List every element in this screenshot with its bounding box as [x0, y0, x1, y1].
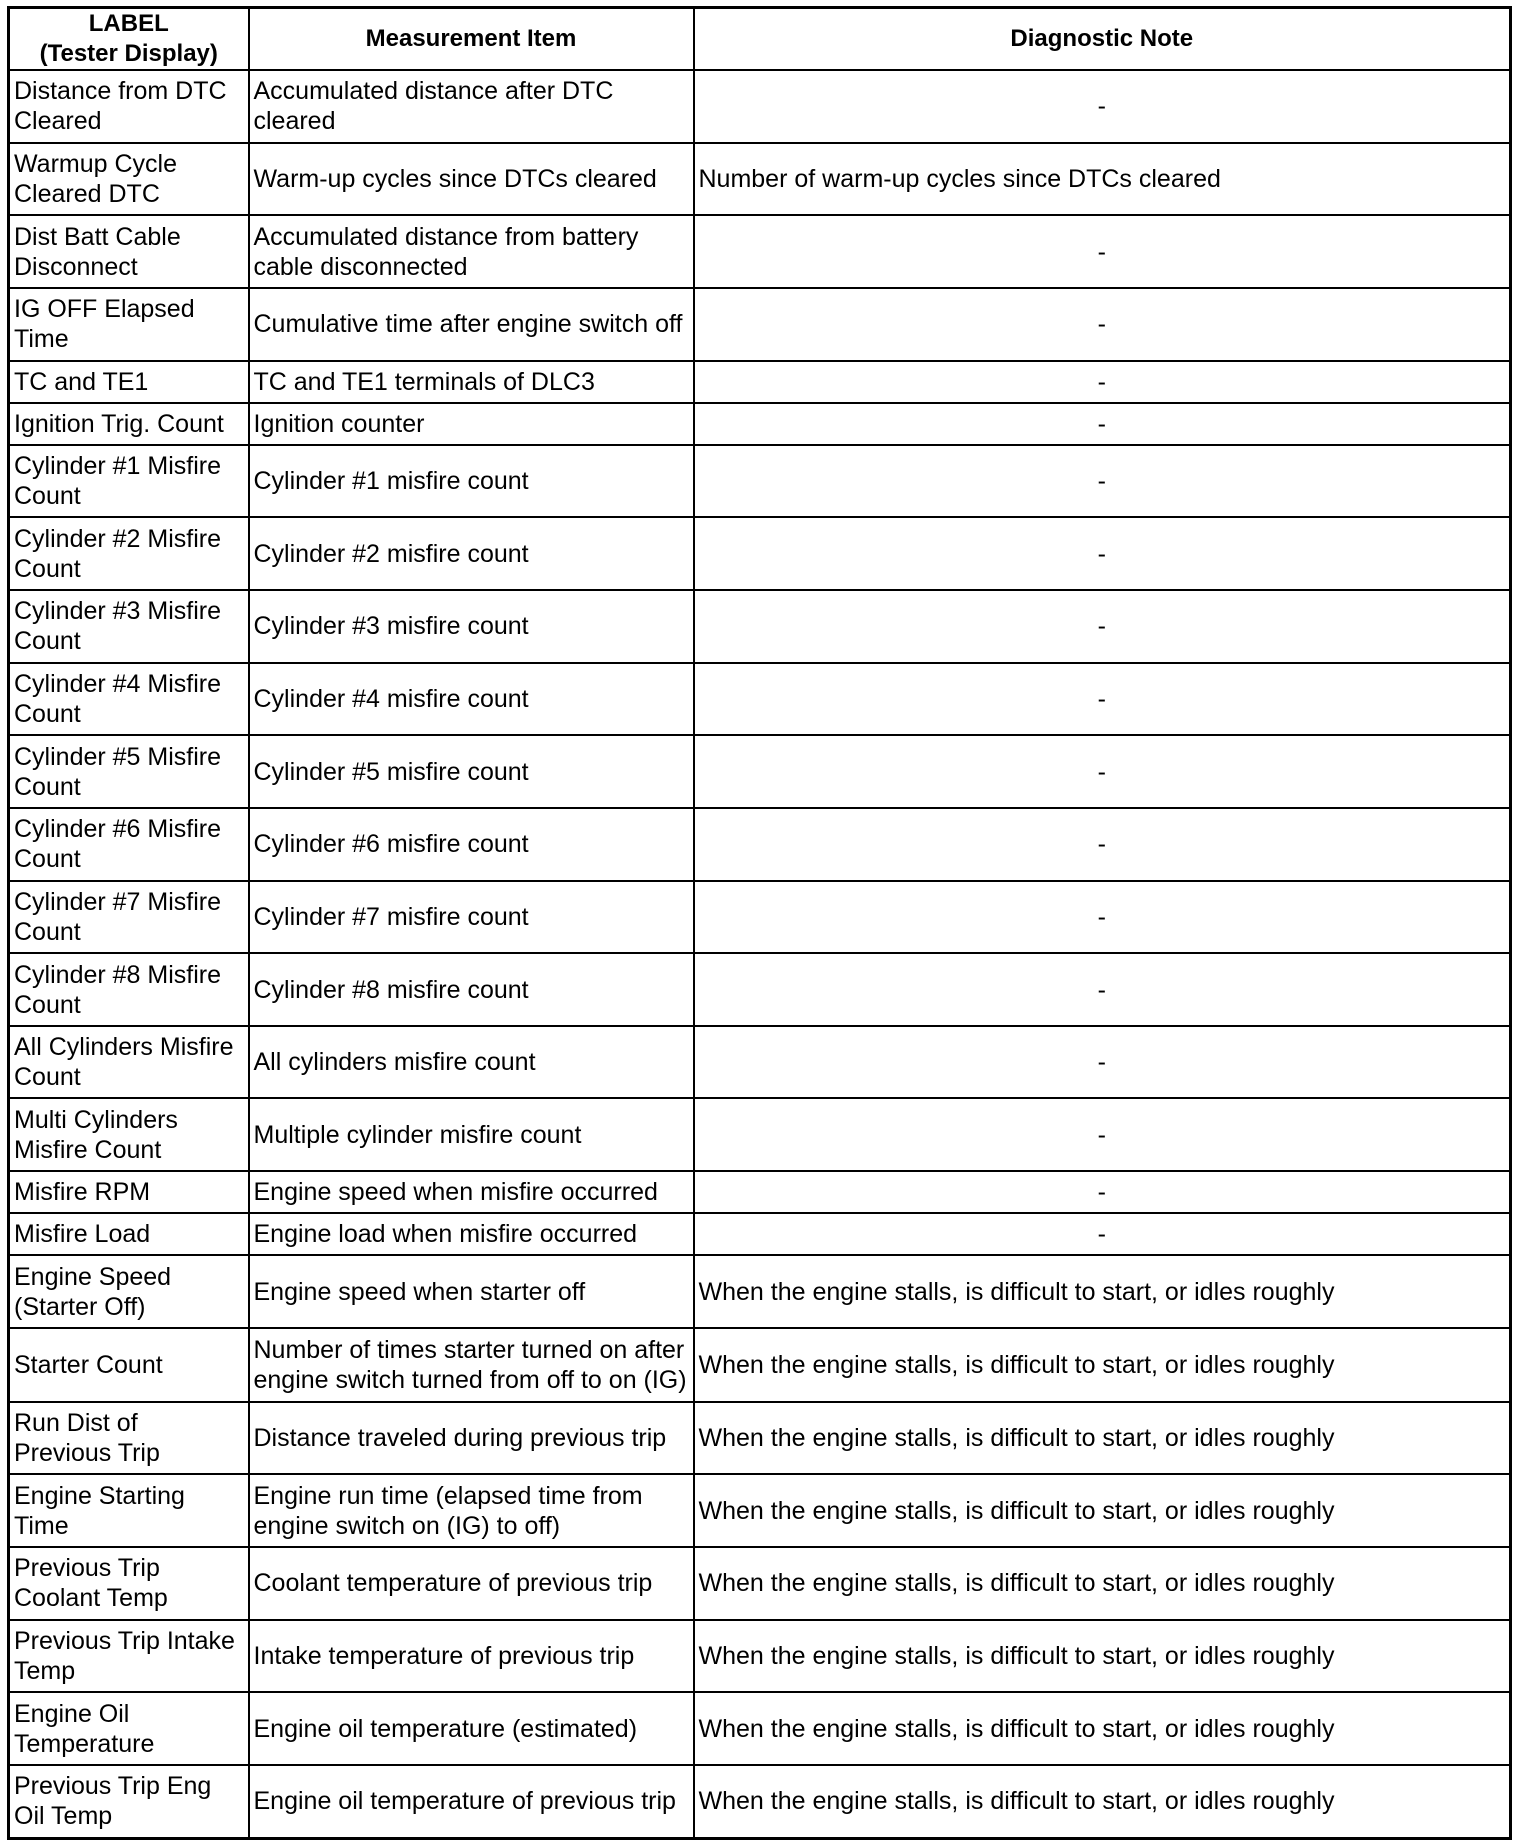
table-row [9, 735, 1511, 808]
row-measurement-item: Intake temperature of previous trip [249, 1620, 694, 1693]
row-diagnostic-note: Number of warm-up cycles since DTCs cleared [694, 143, 1511, 216]
row-measurement-item: Cylinder #2 misfire count [249, 517, 694, 590]
row-diagnostic-note: - [694, 1213, 1511, 1255]
row-measurement-item: Coolant temperature of previous trip [249, 1547, 694, 1620]
row-measurement-item: Engine speed when misfire occurred [249, 1171, 694, 1213]
header-diagnostic-note: Diagnostic Note [694, 8, 1511, 71]
table-row [9, 1547, 1511, 1620]
row-label: Run Dist of Previous Trip [9, 1402, 249, 1475]
table-row [9, 953, 1511, 1026]
row-diagnostic-note: When the engine stalls, is difficult to start, or idles roughly [694, 1328, 1511, 1402]
row-measurement-item: Cylinder #6 misfire count [249, 808, 694, 881]
row-label: Cylinder #1 Misfire Count [9, 445, 249, 518]
row-label: Previous Trip Intake Temp [9, 1620, 249, 1693]
row-diagnostic-note: - [694, 881, 1511, 954]
table-row [9, 445, 1511, 518]
row-diagnostic-note: - [694, 517, 1511, 590]
row-measurement-item: Accumulated distance after DTC cleared [249, 70, 694, 143]
row-label: Cylinder #3 Misfire Count [9, 590, 249, 663]
row-label: Cylinder #7 Misfire Count [9, 881, 249, 954]
row-label: Misfire Load [9, 1213, 249, 1255]
row-diagnostic-note: - [694, 663, 1511, 736]
row-measurement-item: Engine run time (elapsed time from engine switch on (IG) to off) [249, 1474, 694, 1547]
table-row [9, 70, 1511, 143]
row-measurement-item: TC and TE1 terminals of DLC3 [249, 361, 694, 403]
header-row [9, 8, 1511, 71]
table-row [9, 1026, 1511, 1099]
table-row [9, 403, 1511, 445]
row-measurement-item: Cylinder #8 misfire count [249, 953, 694, 1026]
row-label: Previous Trip Eng Oil Temp [9, 1765, 249, 1839]
row-diagnostic-note: - [694, 1026, 1511, 1099]
row-label: Engine Speed (Starter Off) [9, 1255, 249, 1328]
row-measurement-item: Cylinder #4 misfire count [249, 663, 694, 736]
row-diagnostic-note: - [694, 445, 1511, 518]
table-row [9, 1213, 1511, 1255]
row-measurement-item: Cylinder #1 misfire count [249, 445, 694, 518]
table-row [9, 1474, 1511, 1547]
table-row [9, 143, 1511, 216]
row-measurement-item: Distance traveled during previous trip [249, 1402, 694, 1475]
row-measurement-item: Engine speed when starter off [249, 1255, 694, 1328]
table-row [9, 1402, 1511, 1475]
row-label: Previous Trip Coolant Temp [9, 1547, 249, 1620]
row-diagnostic-note: - [694, 70, 1511, 143]
row-label: Cylinder #6 Misfire Count [9, 808, 249, 881]
row-diagnostic-note: When the engine stalls, is difficult to start, or idles roughly [694, 1402, 1511, 1475]
row-diagnostic-note: When the engine stalls, is difficult to start, or idles roughly [694, 1474, 1511, 1547]
row-measurement-item: All cylinders misfire count [249, 1026, 694, 1099]
row-label: Cylinder #4 Misfire Count [9, 663, 249, 736]
row-diagnostic-note: - [694, 288, 1511, 361]
row-label: All Cylinders Misfire Count [9, 1026, 249, 1099]
table-row [9, 215, 1511, 288]
row-measurement-item: Cylinder #3 misfire count [249, 590, 694, 663]
table-row [9, 881, 1511, 954]
row-label: Multi Cylinders Misfire Count [9, 1098, 249, 1171]
row-label: Cylinder #2 Misfire Count [9, 517, 249, 590]
table-row [9, 1098, 1511, 1171]
row-diagnostic-note: - [694, 361, 1511, 403]
row-diagnostic-note: When the engine stalls, is difficult to start, or idles roughly [694, 1547, 1511, 1620]
diagnostic-data-table [7, 6, 1512, 1840]
row-label: Ignition Trig. Count [9, 403, 249, 445]
table-row [9, 663, 1511, 736]
row-measurement-item: Accumulated distance from battery cable disconnected [249, 215, 694, 288]
table-row [9, 517, 1511, 590]
row-measurement-item: Engine oil temperature (estimated) [249, 1692, 694, 1765]
header-measurement-item: Measurement Item [249, 8, 694, 71]
row-measurement-item: Cumulative time after engine switch off [249, 288, 694, 361]
row-measurement-item: Number of times starter turned on after engine switch turned from off to on (IG) [249, 1328, 694, 1402]
row-measurement-item: Cylinder #5 misfire count [249, 735, 694, 808]
row-label: Misfire RPM [9, 1171, 249, 1213]
row-diagnostic-note: When the engine stalls, is difficult to start, or idles roughly [694, 1255, 1511, 1328]
row-diagnostic-note: - [694, 215, 1511, 288]
table-row [9, 1171, 1511, 1213]
table-row [9, 1692, 1511, 1765]
table-row [9, 1620, 1511, 1693]
row-measurement-item: Warm-up cycles since DTCs cleared [249, 143, 694, 216]
table-row [9, 288, 1511, 361]
header-label: LABEL (Tester Display) [9, 8, 249, 71]
row-label: Distance from DTC Cleared [9, 70, 249, 143]
row-diagnostic-note: - [694, 1171, 1511, 1213]
row-diagnostic-note: When the engine stalls, is difficult to start, or idles roughly [694, 1692, 1511, 1765]
row-label: Dist Batt Cable Disconnect [9, 215, 249, 288]
row-measurement-item: Engine oil temperature of previous trip [249, 1765, 694, 1839]
row-label: Engine Oil Temperature [9, 1692, 249, 1765]
row-measurement-item: Ignition counter [249, 403, 694, 445]
table-row [9, 590, 1511, 663]
table-body [9, 70, 1511, 1839]
row-label: Cylinder #8 Misfire Count [9, 953, 249, 1026]
table-row [9, 808, 1511, 881]
row-diagnostic-note: - [694, 403, 1511, 445]
row-diagnostic-note: - [694, 590, 1511, 663]
row-measurement-item: Cylinder #7 misfire count [249, 881, 694, 954]
row-label: Warmup Cycle Cleared DTC [9, 143, 249, 216]
row-diagnostic-note: When the engine stalls, is difficult to start, or idles roughly [694, 1765, 1511, 1839]
row-measurement-item: Multiple cylinder misfire count [249, 1098, 694, 1171]
row-diagnostic-note: - [694, 1098, 1511, 1171]
row-diagnostic-note: - [694, 953, 1511, 1026]
table-row [9, 1255, 1511, 1328]
table-row [9, 361, 1511, 403]
table-row [9, 1328, 1511, 1402]
row-diagnostic-note: When the engine stalls, is difficult to start, or idles roughly [694, 1620, 1511, 1693]
table-row [9, 1765, 1511, 1839]
row-label: Cylinder #5 Misfire Count [9, 735, 249, 808]
row-label: TC and TE1 [9, 361, 249, 403]
row-diagnostic-note: - [694, 808, 1511, 881]
row-measurement-item: Engine load when misfire occurred [249, 1213, 694, 1255]
row-label: IG OFF Elapsed Time [9, 288, 249, 361]
row-label: Engine Starting Time [9, 1474, 249, 1547]
row-diagnostic-note: - [694, 735, 1511, 808]
row-label: Starter Count [9, 1328, 249, 1402]
